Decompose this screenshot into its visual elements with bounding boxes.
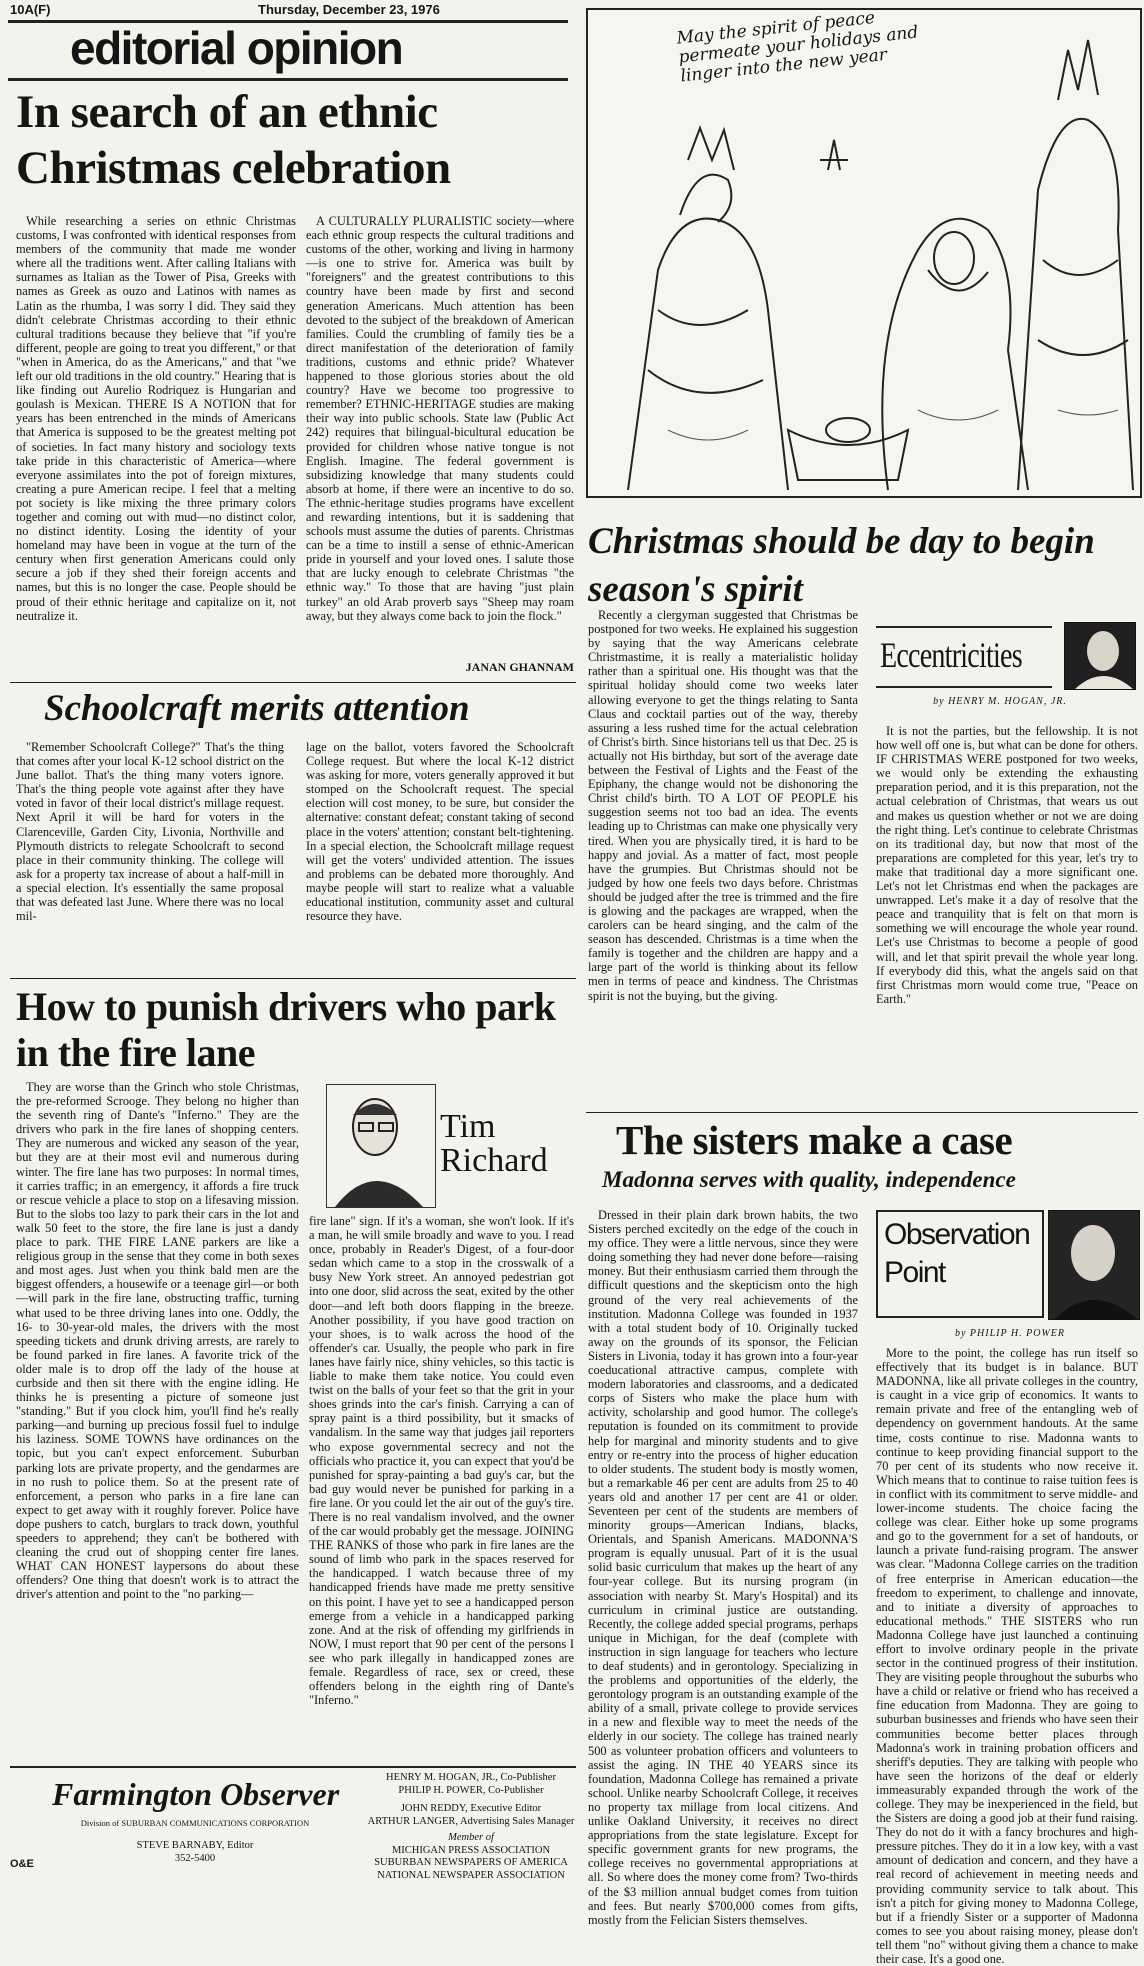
eccentricities-byline: by HENRY M. HOGAN, JR.: [933, 696, 1067, 707]
masthead-right: [366, 1772, 576, 1882]
firelane-top-rule: [10, 978, 576, 979]
tim-richard-photo: [326, 1084, 436, 1208]
sisters-subhead: Madonna serves with quality, independence: [602, 1167, 1016, 1192]
masthead-phone: 352-5400: [174, 1853, 216, 1864]
eccentricities-logo: [876, 622, 1138, 688]
ethnic-author: JANAN GHANNAM: [465, 660, 574, 674]
staff-1: JOHN REDDY, Executive Editor: [400, 1803, 542, 1814]
section-title: editorial opinion: [70, 22, 403, 74]
association-3: NATIONAL NEWSPAPER ASSOCIATION: [377, 1869, 565, 1881]
section-rule: [8, 78, 568, 81]
firelane-col-1: They are worse than the Grinch who stole Christmas, the pre-reformed Scrooge. They belong no higher than the seventh ring of Dante's "Inferno." They are the drivers who park in the fire lanes of shopping centers. They are numerous and wicked any season of the year, but they are at their most evil and numerous during winter. The fire lane has two purposes: In normal times, it carries traffic; in an emergency, it affords a fire truck or rescue vehicle a place to stop on a lifesaving mission. But to the slobs too lazy to park their cars in the lot and walk 50 feet to the store, the fire lane is just a dandy place to park. THE FIRE LANE parkers are like a religious group in the sense that they come in both sexes and most ages. Just when you think bald men are the biggest offenders, a housewife or a teenage girl—or both—will park in the fire lane, obstructing traffic, turning what used to be three driving lanes into one. Oddly, the 16- to 30-year-old males, the drivers with the most speeding tickets and drunk driving arrests, are rarely to be found parked in fire lanes. A favorite trick of the older male is to drop off the lady of the house at curbside and then sit there with the engine idling. He thinks he is presenting a picture of someone just "standing." But if you clock him, you'll find he's really parking—and burning up precious fossil fuel to indulge his laziness. SOME TOWNS have ordinances on the topic, but you can't expect enforcement. Suburban parking lots are private property, and the gendarmes are in no rush to police them. So at the present rate of enforcement, a person who parks in a fire lane can expect to get away with it roughly forever. Police have dope pushers to catch, burglars to track down, youthful speeders to apprehend; they can't be bothered with cleaning the crud out of shopping center fire lanes. WHAT CAN HONEST laypersons do about these offenders? One thing that doesn't work is to attract the driver's attention and point to the "no parking—: [16, 1080, 299, 1602]
power-portrait-icon: [1049, 1211, 1139, 1319]
ethnic-col-1: While researching a series on ethnic Christmas customs, I was confronted with identical responses from members of the community that made me wonder where all the traditions went. After calling Italians with surnames as Italian as the Tower of Pisa, Greeks with names as Greek as ouzo and Latinos with names as Latin as the rhumba, I was sorry I did. They said they didn't celebrate Christmas according to their ethnic cultural traditions because they believe that "if you're different, people are going to treat you different," or that "when in America, do as the Americans," and that "we left our old traditions in the old country." Hearing that is like finding out Aurelio Rodriquez is Hungarian and goulash is Mexican. THERE IS A NOTION that for years has been entrenched in the minds of Americans that America is supposed to be the greatest melting pot of societies. In fact many history and sociology texts take pride in this characteristic of America—where everyone assimilates into the pot of foreign mixtures, creating a pure American recipe. I feel that a melting pot society is like mixing the three primary colors together and coming out with mud—no distinct color, no distinct identity. Losing the identity of your homeland may have been in vogue at the turn of the century when first generation Americans could only secure a job if they shed their foreign accents and names, but this is no longer the case. People should be proud of their ethnic heritage and capitalize on it, not neutralize it.: [16, 214, 296, 623]
association-2: SUBURBAN NEWSPAPERS OF AMERICA: [374, 1857, 568, 1868]
footer-code: O&E: [10, 1858, 34, 1870]
masthead-top-rule: [10, 1766, 576, 1768]
ethnic-headline: In search of an ethnic Christmas celebration: [16, 86, 451, 194]
schoolcraft-headline: Schoolcraft merits attention: [44, 688, 470, 729]
christmas-col-1: Recently a clergyman suggested that Christmas be postponed for two weeks. He explained his suggestion by saying that the way Americans celebrate Christmastime, it is really a materialistic holiday rather than a spiritual one. His thought was that the spiritual holiday should come two weeks later allowing everyone to get the things relating to Santa Claus and cocktail parties out of the way, thereby assuring a less rushed time for the actual celebration of Christ's birth. Since historians tell us that Dec. 25 is actually not His birthday, but sort of the average date between the Festival of Lights and the Feast of the Epiphany, the change would not be dishonoring the Christ child's birth. TO A LOT OF PEOPLE his suggestion seems not too bad an idea. The events leading up to Christmas can make one physically very tired. When you are physically tired, it is hard to be happy and jovial. As a matter of fact, most people have the grumpies. But Christmas should not be judged by how one feels two days before. Christmas should be judged after the tree is trimmed and the fire is glowing and the packages are wrapped, when the carolers can be heard singing, and the calm of the season has descended. Christmas is a time when the family is together and the children are happy and a large part of the world is thinking about its fellow men in terms of peace and kindness. The Christmas spirit is not the buying, but the giving.: [588, 608, 858, 1003]
masthead-name: Farmington Observer: [52, 1776, 340, 1812]
firelane-headline: How to punish drivers who park in the fire lane: [16, 984, 556, 1075]
nativity-scene-icon: [588, 10, 1140, 496]
illustration-greeting: May the spirit of peace permeate your holidays and linger into the new year: [675, 7, 920, 87]
masthead-editor: STEVE BARNABY, Editor: [136, 1840, 254, 1851]
christmas-headline: Christmas should be day to begin season's spirit: [588, 521, 1095, 610]
sisters-top-rule: [586, 1112, 1138, 1113]
sisters-col-1: Dressed in their plain dark brown habits, the two Sisters perched excitedly on the edge of the couch in my office. They were a little nervous, since they were doing something they had never done before—raising money. But their enthusiasm carried them through the difficult questions and the skepticism onto the high ground of the very real achievements of the institution. Madonna College was founded in 1937 with a total student body of 10. Originally tucked away on the grounds of its sponsor, the Felician Sisters in Livonia, today it has grown into a four-year coeducational attractive campus, complete with modern laboratories and classrooms, and a dedicated corps of Sisters who make the place hum with activity, scholarship and good humor. The college's reputation is founded on its commitment to provide help for marginal and minority students and to give entry or re-entry into the process of higher education to older students. The student body is mostly women, but a remarkable 46 per cent are adults from 25 to 40 years old and another 17 per cent are 41 or older. Seventeen per cent of the students are members of minority groups—American Indians, blacks, Orientals, and Spanish Americans. MADONNA'S program is equally unusual. Part of it is the usual solid basic curriculum that makes up the heart of any four-year college. But its nursing program (in association with nearby St. Mary's Hospital) and its curriculum in criminal justice are outstanding. Recently, the college added special programs, perhaps unique in Michigan, for the deaf (complete with instruction in sign language for teachers who lecture to deaf students) and in gerontology. Specializing in the problems and opportunities of the elderly, the gerontology program is an outstanding example of the ability of a small, private college to provide services in a new and flexible way to meet the needs of the elderly in our society. The college has trained nearly 500 as volunteer probation officers and volunteers to assist the aging. IN THE 40 YEARS since its foundation, Madonna College has remained a private school. Unlike nearby Schoolcraft College, it receives no property tax millage from local citizens. And unlike Oakland University, it receives no direct appropriations from the state legislature. Except for specific government grants for new programs, the college receives no governmental appropriations at all. So where does the money come from? Two-thirds of the $3 million annual budget comes from tuition and fees. But nearly $700,000 comes from gifts, mostly from the Felician Sisters themselves.: [588, 1208, 858, 1927]
nativity-illustration: [586, 8, 1142, 498]
sisters-col-2: More to the point, the college has run itself so effectively that its budget is in balance. BUT MADONNA, like all private colleges in the country, is caught in a vice grip of economics. It wants to remain private and free of the entangling web of dependency on government handouts. At the same time, costs continue to rise. Madonna wants to continue to keep providing financial support to the 70 per cent of its students who now receive it. Which means that to continue to raise tuition fees is in conflict with its commitment to serve middle- and lower-income students. The choice facing the college was clear. Either hoke up some programs and go to the government for a set of handouts, or launch a private fund-raising program. The answer was clear. "Madonna College carries on the tradition of free enterprise in American education—the freedom to experiment, to challenge and innovate, and to initiate a diversity of approaches to educational methods." THE SISTERS who run Madonna College have just launched a continuing effort to involve ordinary people in the private sector in the continued progress of their institution. They are visiting people throughout the suburbs who have a child or relative or friend who has received a fine education from Madonna. They are going to suburban businesses and friends who have seen their communities become better places through Madonna's work in training probation officers and sheriff's deputies. They are talking with people who have seen the horizons of the deaf or elderly immeasurably expanded through the work of the college. They may be inexperienced in the field, but the Sisters are doing a good job at their fund raising. They do not do it with a fancy brochures and high-pressure pitches. They do it in a low key, with a vast amount of dedication and concern, and they have a real record of achievement in meeting needs and providing community service to talk about. This isn't a pitch for giving money to Madonna College, but if a friendly Sister or a supporter of Madonna comes to see you about raising money, please don't tell them "no" without giving them a chance to make their case. It's a good one.: [876, 1346, 1138, 1966]
schoolcraft-col-2: lage on the ballot, voters favored the Schoolcraft College request. But where the local K-12 district was asking for more, voters generally approved it but stomped on the Schoolcraft request. The special election will cost money, to be sure, but consider the alternative: constant defeat; constant taking of second place in the voters' attention; constant belt-tightening. In a special election, the Schoolcraft millage request will get the voters' undivided attention. The issues and problems can be debated more thoroughly. And maybe people will start to realize what a valuable educational institution, community asset and cultural resource they have.: [306, 740, 574, 924]
tim-richard-column-name: Tim Richard: [440, 1108, 548, 1179]
association-1: MICHIGAN PRESS ASSOCIATION: [391, 1844, 551, 1856]
page-date: Thursday, December 23, 1976: [258, 2, 440, 17]
staff-2: ARTHUR LANGER, Advertising Sales Manager: [367, 1815, 575, 1827]
publisher-2: PHILIP H. POWER, Co-Publisher: [398, 1784, 544, 1796]
hogan-portrait-icon: [1065, 623, 1135, 689]
hogan-photo: [1064, 622, 1136, 690]
member-label: Member of: [448, 1832, 494, 1843]
power-photo: [1048, 1210, 1140, 1320]
publisher-1: HENRY M. HOGAN, JR., Co-Publisher: [386, 1772, 556, 1783]
observation-point-logo: [876, 1210, 1138, 1320]
ethnic-col-2: A CULTURALLY PLURALISTIC society—where each ethnic group respects the cultural traditions and customs of the other, working and living in harmony—is one to strive for. America was built by "foreigners" and the greatest contributions to this country have been made by first and second generation Americans. Much attention has been devoted to the subject of the breakdown of American families. Could the crumbling of family ties be a direct manifestation of the deterioration of family traditions, customs and ethnic pride? Whatever happened to those glorious stories about the old country? Have we become too progressive to remember? ETHNIC-HERITAGE studies are making their way into public schools. State law (Public Act 242) requires that bilingual-bicultural education be provided for children whose native tongue is not English. Imagine. The federal government is subsidizing knowledge that many students could absorb at home, if there were an incentive to do so. The ethnic-heritage studies programs have excellent and rewarding intentions, but it is saddening that schools must assume the duties of parents. Christmas can be a time to instill a sense of ethnic-American pride in yourself and your loved ones. I salute those that are lucky enough to celebrate Christmas "the ethnic way." To those that are having "just plain turkey" an old Arab proverb says "Sheep may roam away, but they always come back to join the flock.": [306, 214, 574, 623]
tim-richard-portrait-icon: [327, 1085, 435, 1207]
observation-point-byline: by PHILIP H. POWER: [954, 1328, 1066, 1339]
schoolcraft-col-1: "Remember Schoolcraft College?" That's the thing that comes after your local K-12 school district on the June ballot. That's the thing many voters ignore. That's the thing people vote against after they have voted in favor of their local district's millage request. Next April it will be hard for voters in the Clarenceville, Garden City, Livonia, Northville and Plymouth districts to relegate Schoolcraft to second place in their community thinking. The college will ask for a property tax increase of about a half-mill in a special election. It's essentially the same proposal that was defeated last June. Where there was no local mil-: [16, 740, 284, 924]
firelane-col-2: fire lane" sign. If it's a woman, she won't look. If it's a man, he will smile broadly and wave to you. I read once, probably in Reader's Digest, of a four-door sedan which came to a stop in the crosswalk of a busy New York street. An annoyed pedestrian got into one door, slid across the seat, exited by the other door—and left both doors flapping in the breeze. Another possibility, if you have good traction on your shoes, is to walk across the hood of the offender's car. Usually, the people who park in fire lanes have fairly nice, shiny vehicles, so this tactic is liable to make them take notice. You could even twist on the balls of your feet so that the grit in your shoes grinds into the car's finish. Carrying a can of spray paint is a third possibility, but it smacks of vandalism. In the same way that judges jail reporters who expose governmental secrecy and not the officials who practice it, you can expect that you'd be punished for spray-painting a bad guy's car, but the bad guy would never be punished for parking in a fire lane. Or you could let the air out of the guy's tire. There is no real vandalism involved, and the owner of the car would probably get the message. JOINING THE RANKS of those who park in fire lanes are the sound of limb who park in the spaces reserved for the handicapped. I watch because three of my handicapped friends have made me pretty sensitive on this point. I have yet to see a handicapped person emerge from a vehicle in a handicapped parking zone. And at the risk of offending my girlfriends in NOW, I must report that 90 per cent of the persons I see who park illegally in handicapped zones are female. Regardless of race, sex or creed, these offenders belong in the eighth ring of Dante's "Inferno.": [309, 1214, 574, 1708]
eccentricities-name: Eccentricities: [880, 635, 1022, 675]
page-number: 10A(F): [10, 2, 51, 17]
schoolcraft-top-rule: [10, 682, 576, 683]
observation-point-name: Observation Point: [884, 1218, 1030, 1289]
sisters-headline: The sisters make a case: [616, 1117, 1013, 1163]
christmas-col-2: It is not the parties, but the fellowship. It is not how well off one is, but what can be done for others. IF CHRISTMAS WERE postponed for two weeks, we would only be extending the exhausting preparation period, and it is this preparation, not the actual celebration of Christmas, that wears us out and makes us question whether or not we are doing the right thing. Let's continue to celebrate Christmas on its traditional day, but now that most of the preparations are completed for this year, let's try to make that traditional day a more significant one. Let's not let Christmas end when the packages are unwrapped. Let's make it a day of resolve that the peace and tranquility that is felt on that morn is something we will encourage the whole year round. Let's use Christmas to become a people of good will, and let that spirit prevail the whole year long. If everybody did this, what the angels said on that first Christmas morn would come true, "Peace on Earth.": [876, 724, 1138, 1006]
masthead-division: Division of SUBURBAN COMMUNICATIONS CORPORATION: [80, 1818, 310, 1828]
